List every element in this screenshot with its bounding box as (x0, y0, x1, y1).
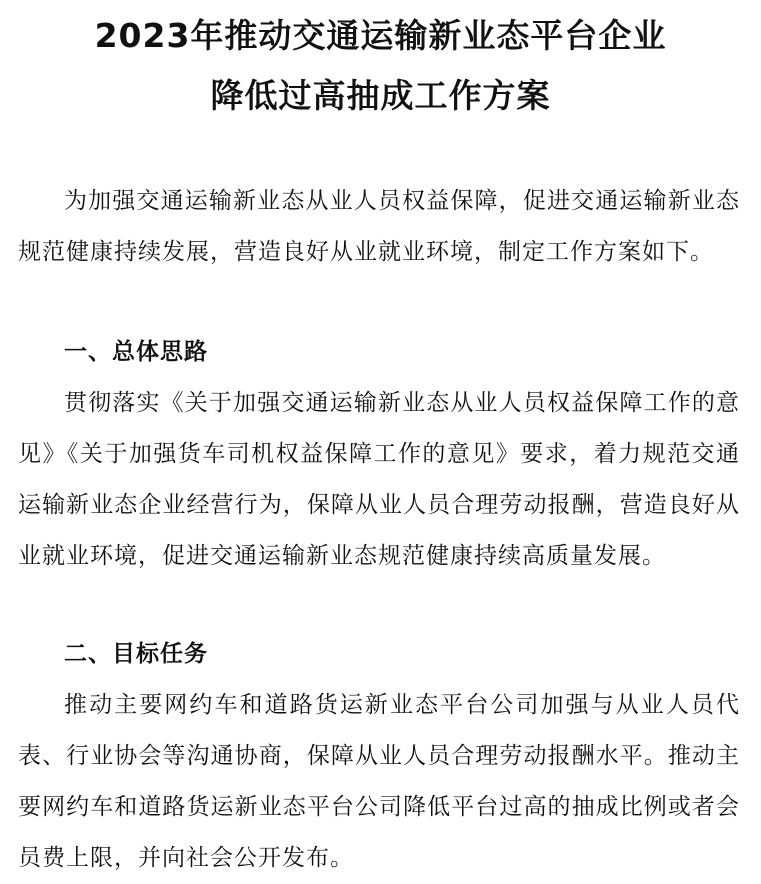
section-1-paragraph: 贯彻落实《关于加强交通运输新业态从业人员权益保障工作的意见》《关于加强货车司机权益保障工作的意见》要求，着力规范交通运输新业态企业经营行为，保障从业人员合理劳动报酬，营造良好从业就业环境，促进交通运输新业态规范健康持续高质量发展。 (18, 390, 740, 569)
intro-paragraph: 为加强交通运输新业态从业人员权益保障，促进交通运输新业态规范健康持续发展，营造良好从业就业环境，制定工作方案如下。 (18, 188, 740, 265)
section-2-heading: 二、目标任务 (64, 641, 208, 667)
section-2-paragraph: 推动主要网约车和道路货运新业态平台公司加强与从业人员代表、行业协会等沟通协商，保障从业人员合理劳动报酬水平。推动主要网约车和道路货运新业态平台公司降低平台过高的抽成比例或者会员费上限，并向社会公开发布。 (18, 692, 740, 871)
document-title-line-1: 2023年推动交通运输新业态平台企业 (94, 16, 667, 55)
section-1-heading: 一、总体思路 (64, 339, 208, 365)
document-title-line-2: 降低过高抽成工作方案 (210, 76, 551, 115)
